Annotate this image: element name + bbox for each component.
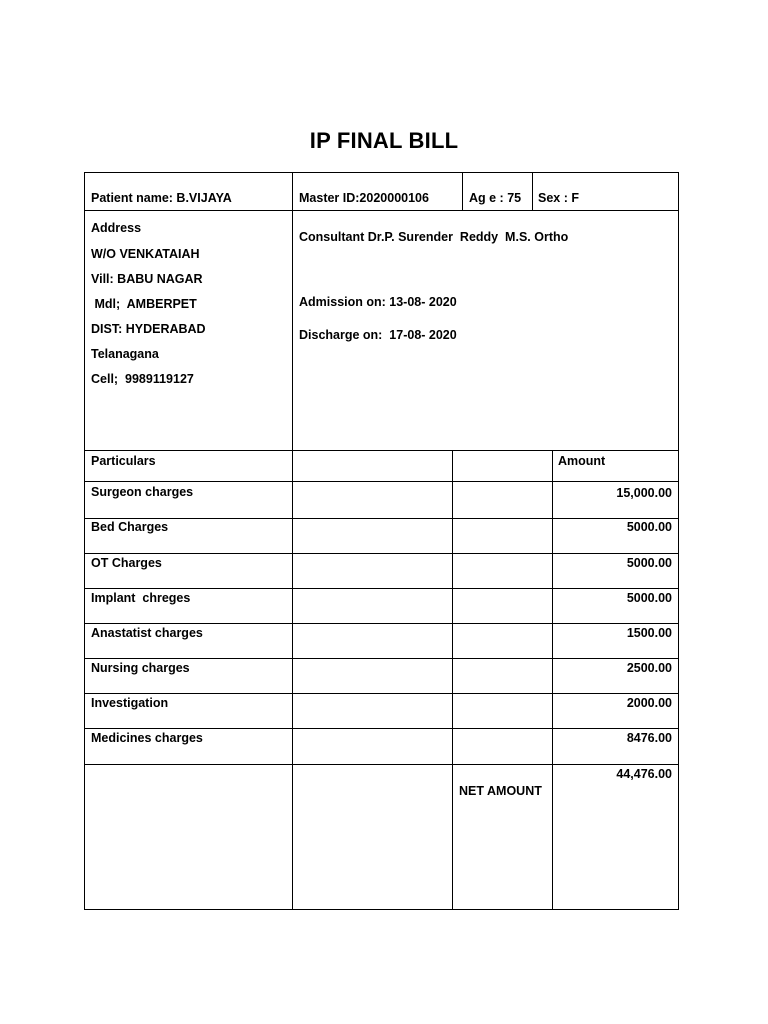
divider <box>85 623 678 624</box>
particular-label: Nursing charges <box>91 661 190 675</box>
net-amount-value: 44,476.00 <box>616 767 672 781</box>
particular-label: Bed Charges <box>91 520 169 534</box>
divider <box>85 588 678 589</box>
particular-label: OT Charges <box>91 556 162 570</box>
divider <box>85 210 678 211</box>
address-line: Cell; 9989119127 <box>91 372 194 386</box>
admission-date: Admission on: 13-08- 2020 <box>299 295 457 309</box>
particular-label: Surgeon charges <box>91 485 194 499</box>
address-line: Vill: BABU NAGAR <box>91 272 203 286</box>
master-id: Master ID:2020000106 <box>299 191 429 205</box>
amount-value: 8476.00 <box>626 731 672 745</box>
amount-value: 5000.00 <box>626 556 672 570</box>
amount-value: 5000.00 <box>626 520 672 534</box>
particular-label: Anastatist charges <box>91 626 203 640</box>
divider <box>292 173 293 909</box>
patient-age: Ag e : 75 <box>469 191 522 205</box>
address-line: DIST: HYDERABAD <box>91 322 206 336</box>
divider <box>85 728 678 729</box>
divider <box>462 173 463 211</box>
patient-name: Patient name: B.VIJAYA <box>91 191 232 205</box>
divider <box>85 553 678 554</box>
divider <box>85 450 678 451</box>
amount-value: 15,000.00 <box>616 486 672 500</box>
particular-label: Implant chreges <box>91 591 191 605</box>
address-line: Telanagana <box>91 347 159 361</box>
column-header-amount: Amount <box>558 454 606 468</box>
net-amount-label: NET AMOUNT <box>459 784 542 798</box>
column-header-particulars: Particulars <box>91 454 156 468</box>
amount-value: 2500.00 <box>626 661 672 675</box>
bill-table <box>84 172 679 910</box>
consultant: Consultant Dr.P. Surender Reddy M.S. Ortho <box>299 230 569 244</box>
particular-label: Investigation <box>91 696 169 710</box>
address-line: Mdl; AMBERPET <box>91 297 197 311</box>
patient-sex: Sex : F <box>538 191 579 205</box>
page-title: IP FINAL BILL <box>309 128 459 153</box>
discharge-date: Discharge on: 17-08- 2020 <box>299 328 457 342</box>
divider <box>452 450 453 909</box>
particular-label: Medicines charges <box>91 731 203 745</box>
divider <box>532 173 533 211</box>
divider <box>85 658 678 659</box>
address-line: W/O VENKATAIAH <box>91 247 200 261</box>
divider <box>552 450 553 909</box>
amount-value: 2000.00 <box>626 696 672 710</box>
divider <box>85 764 678 765</box>
divider <box>85 693 678 694</box>
divider <box>85 481 678 482</box>
amount-value: 1500.00 <box>626 626 672 640</box>
amount-value: 5000.00 <box>626 591 672 605</box>
address-heading: Address <box>91 221 142 235</box>
